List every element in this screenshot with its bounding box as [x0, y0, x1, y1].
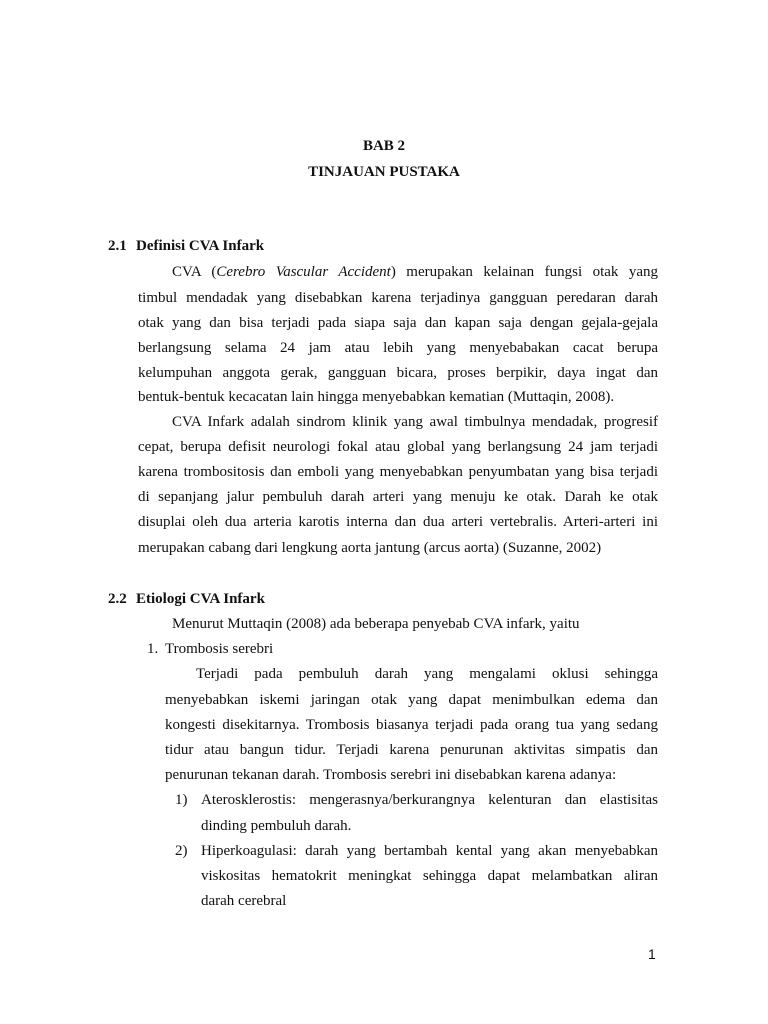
paragraph-line: kongesti disekitarnya. Trombosis biasanya terjadi pada orang tua yang sedang	[165, 717, 658, 733]
paragraph-line: viskositas hematokrit meningkat sehingga dapat melambatkan aliran	[201, 868, 658, 884]
list-item-title: Trombosis serebri	[165, 641, 274, 657]
paragraph-line: cepat, berupa defisit neurologi fokal atau global yang berlangsung 24 jam terjadi	[138, 439, 658, 455]
paragraph-line: berlangsung selama 24 jam atau lebih yang menyebabakan cacat berupa	[138, 340, 658, 356]
list-item-1	[147, 641, 273, 658]
paragraph-line: penurunan tekanan darah. Trombosis serebri ini disebabkan karena adanya:	[165, 767, 617, 783]
italic-term: Cerebro Vascular Accident	[216, 264, 391, 280]
paragraph-line: Menurut Muttaqin (2008) ada beberapa penyebab CVA infark, yaitu	[172, 616, 580, 632]
paragraph-line: Hiperkoagulasi: darah yang bertambah kental yang akan menyebabkan	[201, 843, 658, 859]
chapter-title: TINJAUAN PUSTAKA	[308, 164, 460, 180]
page-number: 1	[648, 946, 656, 962]
paragraph-line: CVA (Cerebro Vascular Accident) merupakan kelainan fungsi otak yang	[172, 264, 658, 280]
paragraph-line: di sepanjang jalur pembuluh darah arteri yang menuju ke otak. Darah ke otak	[138, 489, 658, 505]
section-title: Etiologi CVA Infark	[136, 591, 265, 607]
paragraph-line: disuplai oleh dua arteria karotis interna dan dua arteri vertebralis. Arteri-arteri ini	[138, 514, 658, 530]
section-heading-2-1	[108, 238, 264, 255]
section-heading-2-2	[108, 591, 265, 608]
paragraph-line: otak yang dan bisa terjadi pada siapa saja dan kapan saja dengan gejala-gejala	[138, 315, 658, 331]
paragraph-line: darah cerebral	[201, 893, 287, 909]
section-title: Definisi CVA Infark	[136, 238, 265, 254]
paragraph-line: timbul mendadak yang disebabkan karena terjadinya gangguan peredaran darah	[138, 290, 658, 306]
chapter-label: BAB 2	[362, 138, 406, 154]
paragraph-line: tidur atau bangun tidur. Terjadi karena penurunan aktivitas simpatis dan	[165, 742, 658, 758]
paragraph-line: Terjadi pada pembuluh darah yang mengalami oklusi sehingga	[196, 666, 658, 682]
list-marker: 1.	[147, 641, 159, 657]
paragraph-line: bentuk-bentuk kecacatan lain hingga menyebabkan kematian (Muttaqin, 2008).	[138, 389, 615, 405]
paragraph-line: Aterosklerostis: mengerasnya/berkurangnya kelenturan dan elastisitas	[201, 792, 658, 808]
paragraph-line: karena trombositosis dan emboli yang menyebabkan penyumbatan yang bisa terjadi	[138, 464, 658, 480]
paragraph-line: menyebabkan iskemi jaringan otak yang dapat menimbulkan edema dan	[165, 692, 658, 708]
section-number: 2.1	[108, 238, 127, 254]
sub-list-marker-2: 2)	[175, 843, 188, 859]
paragraph-line: kelumpuhan anggota gerak, gangguan bicara, proses berpikir, daya ingat dan	[138, 365, 658, 381]
section-number: 2.2	[108, 591, 127, 607]
paragraph-line: dinding pembuluh darah.	[201, 818, 352, 834]
sub-list-marker-1: 1)	[175, 792, 188, 808]
paragraph-line: merupakan cabang dari lengkung aorta jantung (arcus aorta) (Suzanne, 2002)	[138, 540, 602, 556]
paragraph-line: CVA Infark adalah sindrom klinik yang awal timbulnya mendadak, progresif	[172, 414, 658, 430]
